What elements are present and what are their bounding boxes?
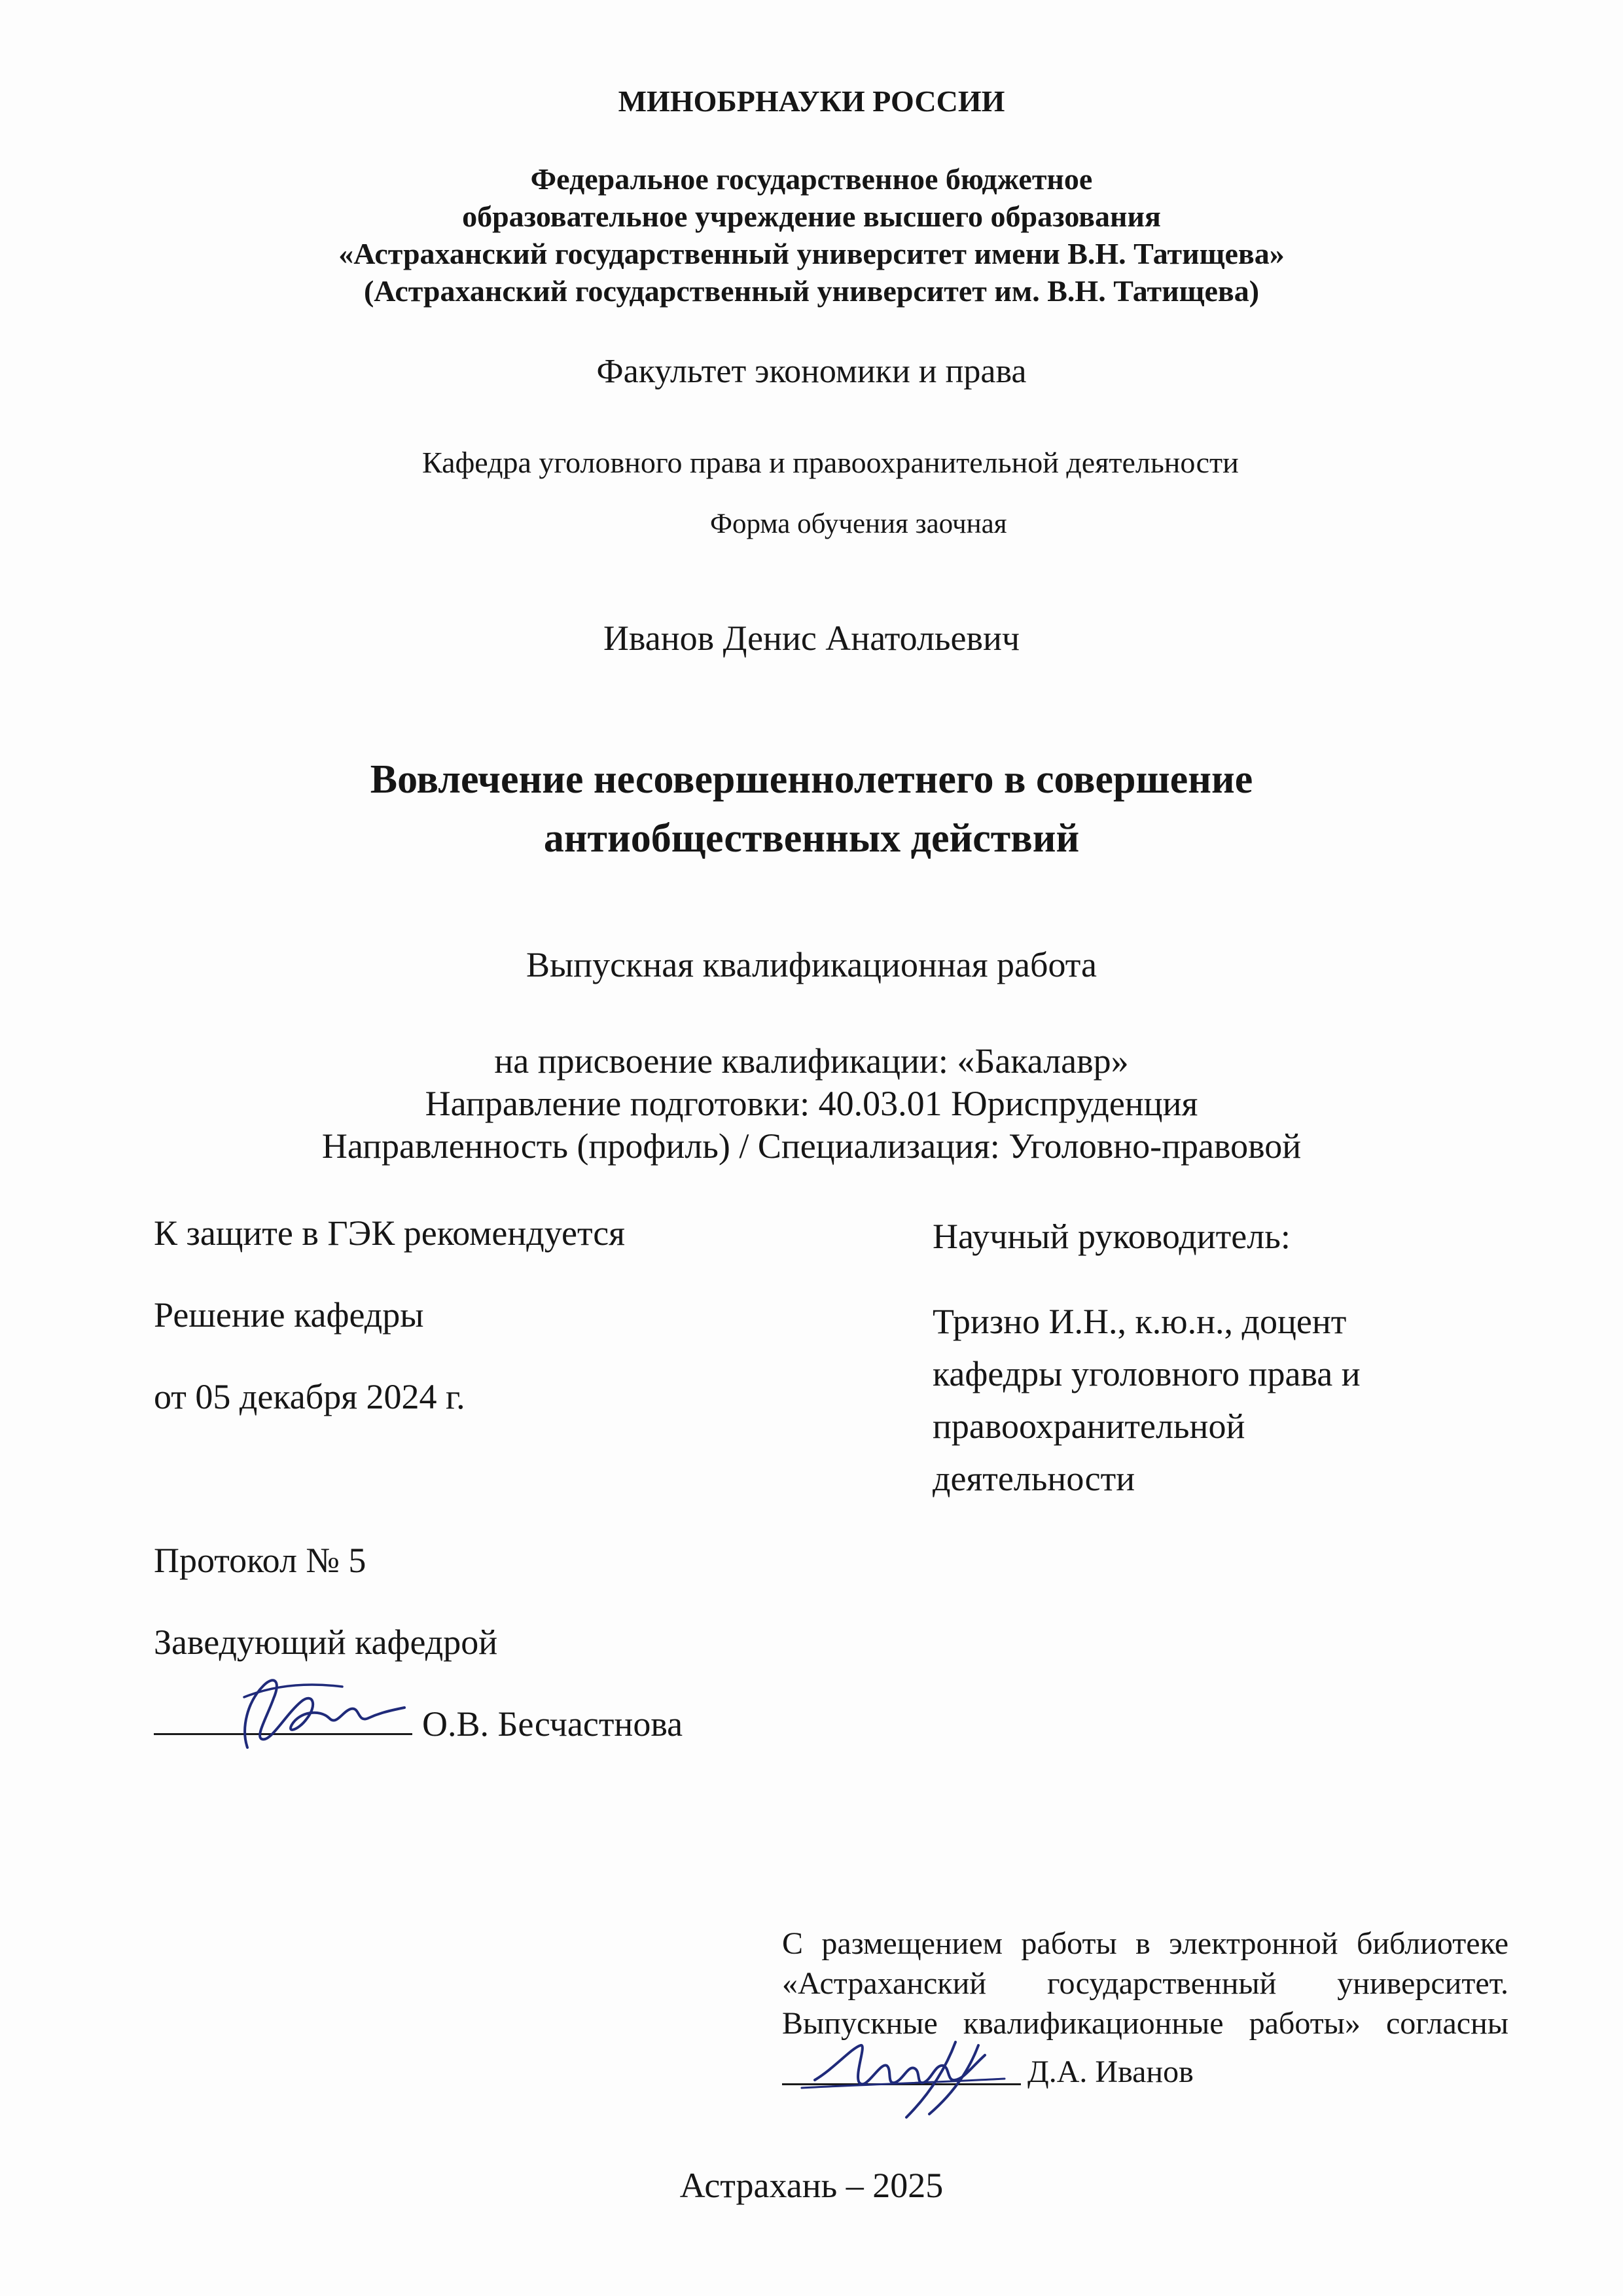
consent-line-1: С размещением работы в электронной библиотеке [782, 1926, 1508, 1961]
city-year: Астрахань – 2025 [679, 2166, 944, 2205]
student-name: Д.А. Иванов [1027, 2054, 1194, 2089]
decision-date: от 05 декабря 2024 г. [154, 1377, 465, 1416]
org-line-4: (Астраханский государственный университет им. В.Н. Татищева) [363, 274, 1260, 308]
org-line-2: образовательное учреждение высшего образования [462, 200, 1161, 233]
qualification-line-3: Направленность (профиль) / Специализация: Уголовно-правовой [321, 1126, 1302, 1166]
thesis-title-line-1: Вовлечение несовершеннолетнего в совершение [370, 757, 1253, 802]
qualification-line-1: на присвоение квалификации: «Бакалавр» [494, 1041, 1129, 1081]
thesis-title-line-2: антиобщественных действий [543, 816, 1080, 861]
supervisor-line-4: деятельности [933, 1459, 1135, 1498]
supervisor-line-1: Тризно И.Н., к.ю.н., доцент [933, 1302, 1347, 1341]
org-line-3: «Астраханский государственный университет имени В.Н. Татищева» [338, 237, 1285, 270]
supervisor-label: Научный руководитель: [933, 1217, 1291, 1256]
protocol-number: Протокол № 5 [154, 1541, 366, 1580]
faculty: Факультет экономики и права [596, 353, 1027, 390]
head-of-department-name: О.В. Бесчастнова [422, 1704, 683, 1744]
department: Кафедра уголовного права и правоохранительной деятельности [422, 446, 1239, 479]
work-type: Выпускная квалификационная работа [526, 945, 1097, 984]
head-signature [208, 1666, 418, 1757]
qualification-line-2: Направление подготовки: 40.03.01 Юриспруденция [425, 1084, 1198, 1123]
defense-recommended: К защите в ГЭК рекомендуется [154, 1213, 626, 1253]
supervisor-line-3: правоохранительной [933, 1407, 1245, 1446]
department-decision: Решение кафедры [154, 1295, 424, 1335]
consent-line-2: «Астраханский государственный университет. [782, 1966, 1508, 2001]
ministry-name: МИНОБРНАУКИ РОССИИ [618, 84, 1005, 118]
student-signature [789, 2022, 1024, 2127]
author-name: Иванов Денис Анатольевич [603, 619, 1020, 658]
head-of-department-label: Заведующий кафедрой [154, 1623, 498, 1662]
org-line-1: Федеральное государственное бюджетное [530, 162, 1093, 196]
study-form: Форма обучения заочная [710, 509, 1007, 539]
consent-line-3: Выпускные квалификационные работы» согласны [782, 2006, 1508, 2041]
supervisor-line-2: кафедры уголовного права и [933, 1354, 1361, 1393]
